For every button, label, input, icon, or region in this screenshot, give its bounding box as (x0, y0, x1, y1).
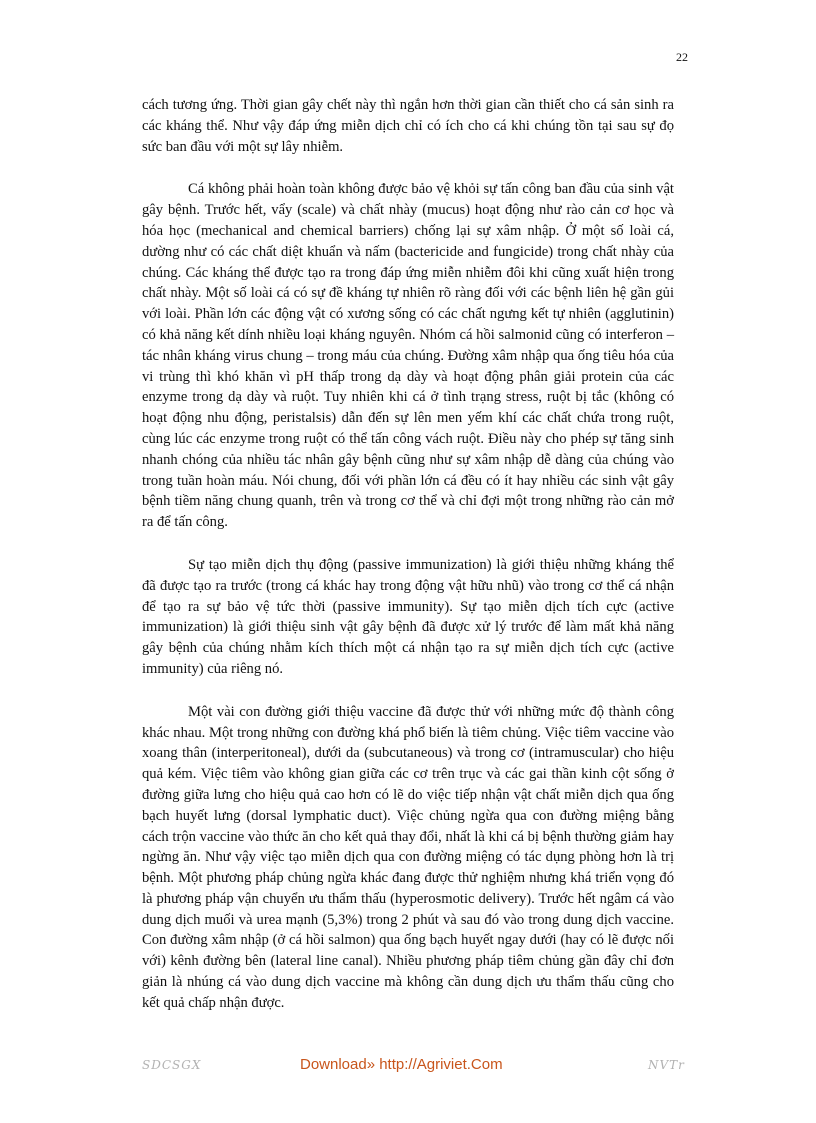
footer-right-signature: NVTr (648, 1058, 685, 1072)
paragraph-fish-defense: Cá không phải hoàn toàn không được bảo vệ khỏi sự tấn công ban đầu của sinh vật gây bệnh. Trước hết, vẩy (scale) và chất nhày (mucus) hoạt động như rào cản cơ học và hóa học (mechanical and chemical barriers) chống lại sự xâm nhập. Ở một số loài cá, dường như có các chất diệt khuẩn và nấm (bactericide and fungicide) trong chất nhày của chúng. Các kháng thể được tạo ra trong đáp ứng miễn nhiễm đôi khi cũng xuất hiện trong chất nhày. Một số loài cá có sự đề kháng tự nhiên rõ ràng đối với các bệnh liên hệ gần gủi với loài. Phần lớn các động vật có xương sống có các chất ngưng kết tự nhiên (agglutinin) có khả năng kết dính nhiều loại kháng nguyên. Nhóm cá hồi salmonid cũng có interferon – tác nhân kháng virus chung – trong máu của chúng. Đường xâm nhập qua ống tiêu hóa của vi trùng thì khó khăn vì pH thấp trong dạ dày và hoạt động phân giải protein của các enzyme trong dạ dày và ruột. Tuy nhiên khi cá ở tình trạng stress, ruột bị tắc (không có hoạt động nhu động, peristalsis) dẫn đến sự lên men yếm khí các chất chứa trong ruột, cùng lúc các enzyme trong ruột có thể tấn công vách ruột. Điều này cho phép sự tăng sinh nhanh chóng của nhiều tác nhân gây bệnh cũng như sự xâm nhập dễ dàng của chúng vào trong tuần hoàn máu. Nói chung, đối với phần lớn cá đều có ít hay nhiều các sinh vật gây bệnh tiềm năng chung quanh, trên và trong cơ thể và chỉ đợi một trong những rào cản mở ra để tấn công. (142, 181, 674, 531)
paragraph-immunization: Sự tạo miễn dịch thụ động (passive immunization) là giới thiệu những kháng thể đã được tạo ra trước (trong cá khác hay trong động vật hữu nhũ) vào trong cơ thể cá nhận để tạo ra sự bảo vệ tức thời (passive immunity). Sự tạo miễn dịch tích cực (active immunization) là giới thiệu sinh vật gây bệnh đã được xử lý trước để làm mất khả năng gây bệnh của chúng nhằm kích thích một cá nhận tạo ra sự miễn dịch tích cực (active immunity) của riêng nó. (142, 556, 674, 677)
document-body (142, 95, 674, 1014)
download-link[interactable]: Download» http://Agriviet.Com (300, 1056, 503, 1073)
paragraph-vaccine-routes: Một vài con đường giới thiệu vaccine đã được thử với những mức độ thành công khác nhau. Một trong những con đường khá phổ biến là tiêm chủng. Việc tiêm vaccine vào xoang thân (interperitoneal), dưới da (subcutaneous) và trong cơ (intramuscular) cho hiệu quả kém. Việc tiêm vào không gian giữa các cơ trên trục và các gai thần kinh cột sống ở đường giữa lưng cho hiệu quả cao hơn có lẽ do việc tiếp nhận vật chất miễn dịch qua ống bạch huyết lưng (dorsal lymphatic duct). Việc chủng ngừa qua con đường miệng bằng cách trộn vaccine vào thức ăn cho kết quả thay đổi, nhất là khi cá bị bệnh thường giảm hay ngừng ăn. Như vậy việc tạo miễn dịch qua con đường miệng có tác dụng phòng hơn là trị bệnh. Một phương pháp chủng ngừa khác đang được thử nghiệm nhưng khá triển vọng đó là phương pháp vận chuyển ưu thẩm thấu (hyperosmotic delivery). Trước hết ngâm cá vào dung dịch muối và urea mạnh (5,3%) trong 2 phút và sau đó vào trong dung dịch vaccine. Con đường xâm nhập (ở cá hồi salmon) qua ống bạch huyết ngay dưới (hay có lẽ được nối với) kênh đường bên (lateral line canal). Nhiều phương pháp tiêm chủng gần đây chỉ đơn giản là nhúng cá vào dung dịch vaccine mà không cần dung dịch ưu thẩm thấu cũng cho kết quả chấp nhận được. (142, 703, 674, 1011)
paragraph-continuation: cách tương ứng. Thời gian gây chết này thì ngắn hơn thời gian cần thiết cho cá sản sinh ra các kháng thể. Như vậy đáp ứng miễn dịch chỉ có ích cho cá khi chúng tồn tại sau sự đọ sức ban đầu với một sự lây nhiễm. (142, 97, 674, 155)
page-number: 22 (676, 50, 688, 64)
footer-left-signature: SDCSGX (142, 1058, 202, 1072)
